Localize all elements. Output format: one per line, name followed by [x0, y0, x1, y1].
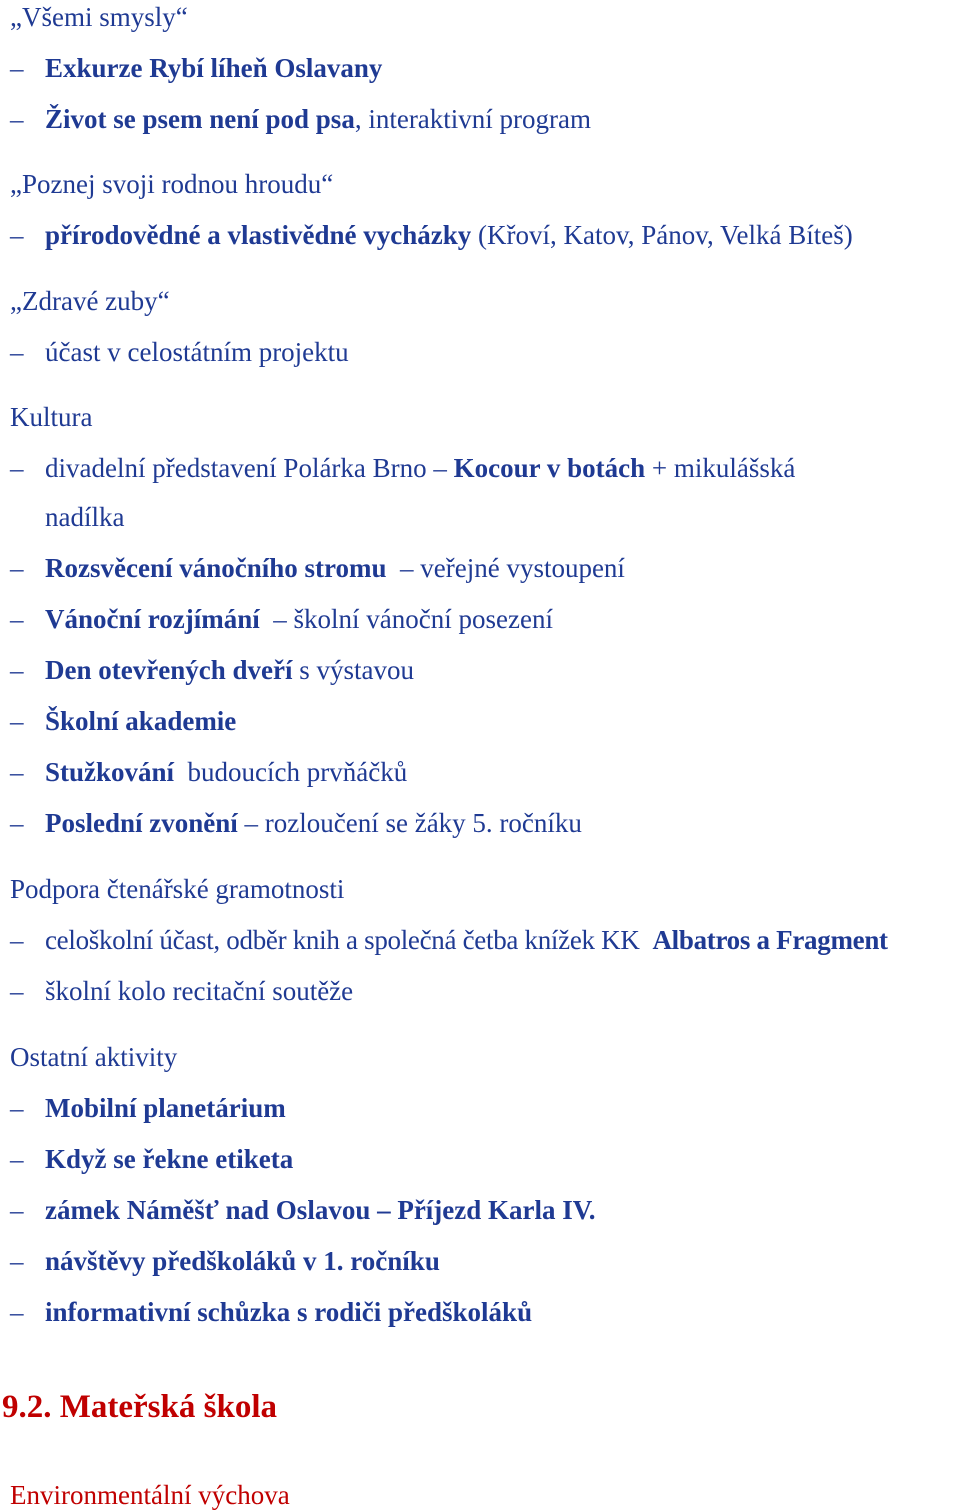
- item-bold: Školní akademie: [45, 706, 237, 736]
- list-item: [10, 51, 382, 85]
- dash-bullet: –: [10, 220, 24, 250]
- chapter-title: Mateřská škola: [59, 1389, 277, 1425]
- list-item: [10, 974, 353, 1008]
- item-bold: Stužkování: [45, 757, 175, 787]
- item-bold: přírodovědné a vlastivědné vycházky: [45, 220, 472, 250]
- list-item: [10, 102, 591, 136]
- item-text: budoucích prvňáčků: [174, 757, 408, 787]
- dash-bullet: –: [10, 976, 24, 1006]
- dash-bullet: –: [10, 1297, 24, 1327]
- item-bold: Den otevřených dveří: [45, 655, 293, 685]
- item-text: s výstavou: [292, 655, 414, 685]
- section-heading-poznej: „Poznej svoji rodnou hroudu“: [10, 169, 334, 199]
- item-text: – školní vánoční posezení: [259, 604, 553, 634]
- dash-bullet: –: [10, 53, 24, 83]
- list-item: [10, 335, 349, 369]
- list-item: [10, 806, 582, 840]
- chapter-heading: [2, 1387, 277, 1427]
- item-bold: informativní schůzka s rodiči předškoláků: [45, 1297, 533, 1327]
- dash-bullet: –: [10, 337, 24, 367]
- subheading-environmentalni-vychova: Environmentální výchova: [10, 1480, 290, 1510]
- item-text: divadelní představení Polárka Brno –: [45, 453, 454, 483]
- dash-bullet: –: [10, 1195, 24, 1225]
- item-bold: Albatros a Fragment: [652, 925, 888, 955]
- dash-bullet: –: [10, 655, 24, 685]
- dash-bullet: –: [10, 453, 24, 483]
- item-bold: Život se psem není pod psa: [45, 104, 355, 134]
- list-item: [10, 1091, 286, 1125]
- item-bold: Poslední zvonění: [45, 808, 238, 838]
- section-heading-kultura: Kultura: [10, 402, 93, 432]
- item-bold: Rozsvěcení vánočního stromu: [45, 553, 387, 583]
- item-bold: zámek Náměšť nad Oslavou – Příjezd Karla IV.: [45, 1195, 596, 1225]
- dash-bullet: –: [10, 757, 24, 787]
- item-bold: Vánoční rozjímání: [45, 604, 260, 634]
- dash-bullet: –: [10, 1144, 24, 1174]
- item-text: školní kolo recitační soutěže: [45, 976, 354, 1006]
- list-item: [10, 218, 853, 252]
- item-bold: Mobilní planetárium: [45, 1093, 286, 1123]
- dash-bullet: –: [10, 925, 24, 955]
- item-text: – rozloučení se žáky 5. ročníku: [237, 808, 582, 838]
- list-item: [10, 704, 236, 738]
- list-item: [10, 451, 795, 485]
- list-item: [10, 602, 553, 636]
- section-heading-ostatni-aktivity: Ostatní aktivity: [10, 1042, 178, 1072]
- dash-bullet: –: [10, 1093, 24, 1123]
- item-bold: Když se řekne etiketa: [45, 1144, 294, 1174]
- list-item: [10, 923, 888, 957]
- dash-bullet: –: [10, 706, 24, 736]
- list-item: [10, 755, 407, 789]
- list-item-continuation: nadílka: [45, 502, 125, 532]
- list-item: [10, 653, 414, 687]
- list-item: [10, 1295, 532, 1329]
- dash-bullet: –: [10, 604, 24, 634]
- list-item: [10, 1142, 293, 1176]
- item-bold: Exkurze Rybí líheň Oslavany: [45, 53, 383, 83]
- dash-bullet: –: [10, 808, 24, 838]
- list-item: [10, 1244, 440, 1278]
- item-text: , interaktivní program: [354, 104, 592, 134]
- section-heading-vsemi-smysly: „Všemi smysly“: [10, 2, 188, 32]
- dash-bullet: –: [10, 104, 24, 134]
- item-text: + mikulášská: [645, 453, 796, 483]
- chapter-number: 9.2.: [2, 1389, 52, 1425]
- section-heading-zdrave-zuby: „Zdravé zuby“: [10, 286, 170, 316]
- section-heading-ctenarska-gramotnost: Podpora čtenářské gramotnosti: [10, 874, 345, 904]
- dash-bullet: –: [10, 553, 24, 583]
- item-bold: Kocour v botách: [453, 453, 646, 483]
- item-text: (Křoví, Katov, Pánov, Velká Bíteš): [471, 220, 853, 250]
- item-text: účast v celostátním projektu: [45, 337, 349, 367]
- list-item: [10, 551, 625, 585]
- list-item: [10, 1193, 596, 1227]
- item-text: – veřejné vystoupení: [386, 553, 625, 583]
- item-text: celoškolní účast, odběr knih a společná četba knížek KK: [45, 925, 653, 955]
- dash-bullet: –: [10, 1246, 24, 1276]
- item-bold: návštěvy předškoláků v 1. ročníku: [45, 1246, 440, 1276]
